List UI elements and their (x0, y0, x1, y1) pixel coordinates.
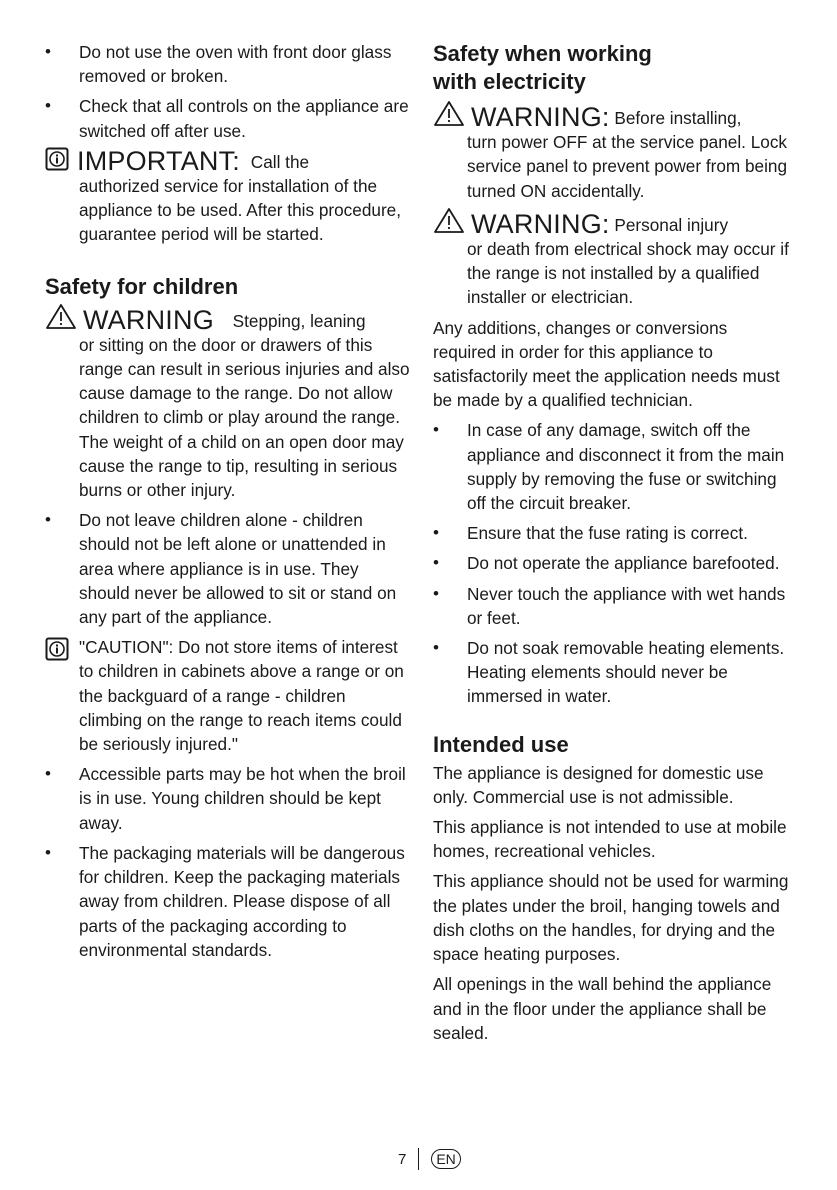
page-footer (398, 1148, 461, 1170)
list-item: • Do not soak removable heating elements. Heating elements should never be immersed in water. (433, 636, 795, 709)
additions-paragraph: Any additions, changes or conversions required in order for this appliance to satisfactorily meet the application needs must be made by a qualified technician. (433, 317, 780, 411)
warning-label: WARNING: (471, 102, 610, 132)
warning-lead: Stepping, leaning (232, 310, 366, 331)
paragraph: The appliance is designed for domestic use only. Commercial use is not admissible. (433, 762, 764, 807)
warning-body: or death from electrical shock may occur if the range is not installed by a qualified installer or electrician. (467, 239, 789, 308)
section-heading-children: Safety for children (45, 273, 239, 299)
left-column (45, 40, 410, 968)
warning-label: WARNING (83, 304, 214, 335)
list-item: • Do not use the oven with front door glass removed or broken. (45, 40, 410, 88)
warning-body: turn power OFF at the service panel. Lock service panel to prevent power from being turned ON accidentally. (467, 132, 788, 201)
warning-lead: Before installing, (614, 108, 742, 128)
list-item: • Do not operate the appliance barefooted. (433, 551, 795, 575)
right-column (433, 40, 795, 1051)
info-icon (45, 147, 69, 171)
warning-icon (433, 100, 465, 127)
warning-body: or sitting on the door or drawers of this range can result in serious injuries and also cause damage to the range. Do not allow children to climb or play around the range. The weight of a child on an open door may cause the range to tip, resulting in serious burns or other injury. (79, 334, 410, 501)
paragraph: This appliance should not be used for warming the plates under the broil, hanging towels and dish cloths on the handles, for drying and the space heating purposes. (433, 871, 789, 965)
list-item: • The packaging materials will be dangerous for children. Keep the packaging materials away from children. Please dispose of all parts of the packaging according to environmental standards. (45, 841, 410, 962)
list-item: • Ensure that the fuse rating is correct. (433, 521, 795, 545)
important-notice (45, 147, 410, 247)
children-warning (45, 303, 410, 503)
electricity-warning-1 (433, 100, 795, 203)
list-item: • Never touch the appliance with wet hands or feet. (433, 582, 795, 630)
electricity-warning-2 (433, 207, 795, 310)
list-item: • Check that all controls on the appliance are switched off after use. (45, 94, 410, 142)
caution-notice (45, 635, 410, 756)
section-heading-electricity: Safety when working with electricity (433, 41, 652, 94)
list-item: • Accessible parts may be hot when the broil is in use. Young children should be kept away. (45, 762, 410, 835)
warning-label: WARNING: (471, 208, 610, 239)
divider (418, 1148, 419, 1170)
language-badge: EN (431, 1149, 460, 1169)
list-item: • In case of any damage, switch off the appliance and disconnect it from the main supply by removing the fuse or switching off the circuit breaker. (433, 418, 795, 515)
caution-text: "CAUTION": Do not store items of interest to children in cabinets above a range or on the backguard of a range - children climbing on the range to reach items could be seriously injured." (79, 637, 404, 755)
section-heading-intended-use: Intended use (433, 731, 569, 757)
important-body: authorized service for installation of the appliance to be used. After this procedure, guarantee period will be started. (79, 176, 401, 245)
important-lead: Call the (250, 151, 310, 172)
warning-icon (433, 207, 465, 234)
list-item: • Do not leave children alone - children should not be left alone or unattended in area where appliance is in use. They should never be allowed to sit or stand on any part of the appliance. (45, 508, 410, 629)
paragraph: All openings in the wall behind the appliance and in the floor under the appliance shall be sealed. (433, 974, 772, 1043)
info-icon (45, 637, 69, 661)
important-label: IMPORTANT: (77, 145, 241, 176)
warning-icon (45, 303, 77, 330)
page-number: 7 (398, 1150, 407, 1168)
paragraph: This appliance is not intended to use at mobile homes, recreational vehicles. (433, 817, 787, 862)
warning-lead: Personal injury (614, 214, 729, 235)
